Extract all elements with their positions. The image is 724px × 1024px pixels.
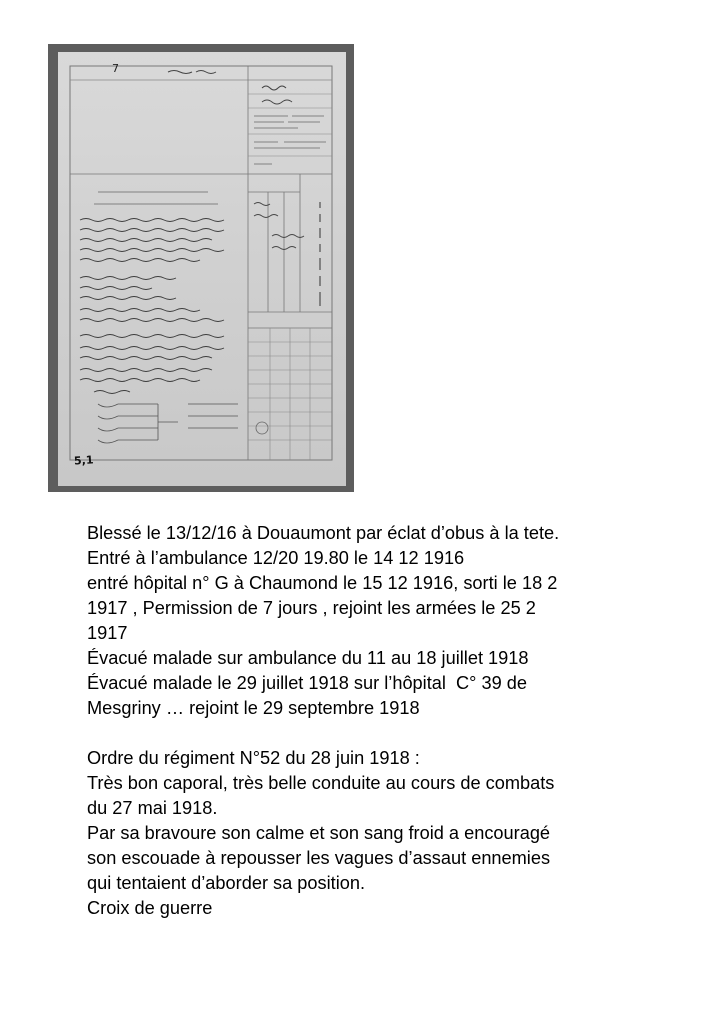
register-sheet (58, 52, 346, 486)
paragraph-gap (87, 721, 687, 746)
scanned-record-image (48, 44, 354, 492)
transcription-line: Évacué malade le 29 juillet 1918 sur l’hôpital C° 39 de (87, 673, 527, 693)
transcription-line: du 27 mai 1918. (87, 798, 218, 818)
register-form-drawing (58, 52, 346, 486)
transcription-line: son escouade à repousser les vagues d’assaut ennemies (87, 848, 551, 868)
transcription-line: 1917 (87, 623, 128, 643)
corner-mark: 7 (112, 62, 119, 75)
transcription-line: Par sa bravoure son calme et son sang froid a encouragé (87, 823, 551, 843)
transcription-line: entré hôpital n° G à Chaumond le 15 12 1916, sorti le 18 2 (87, 573, 558, 593)
transcription-line: qui tentaient d’aborder sa position. (87, 873, 366, 893)
transcription-line: Mesgriny … rejoint le 29 septembre 1918 (87, 698, 420, 718)
transcription-line: Entré à l’ambulance 12/20 19.80 le 14 12 1916 (87, 548, 465, 568)
transcription-line: Blessé le 13/12/16 à Douaumont par éclat d’obus à la tete. (87, 523, 560, 543)
scan-reference-label: 5,1 (73, 453, 94, 468)
transcription-line: Ordre du régiment N°52 du 28 juin 1918 : (87, 748, 420, 768)
transcription-line: Très bon caporal, très belle conduite au cours de combats (87, 773, 555, 793)
transcription-line: Évacué malade sur ambulance du 11 au 18 juillet 1918 (87, 648, 529, 668)
transcription-line: Croix de guerre (87, 898, 213, 918)
transcription-text (87, 521, 687, 921)
transcription-line: 1917 , Permission de 7 jours , rejoint les armées le 25 2 (87, 598, 536, 618)
